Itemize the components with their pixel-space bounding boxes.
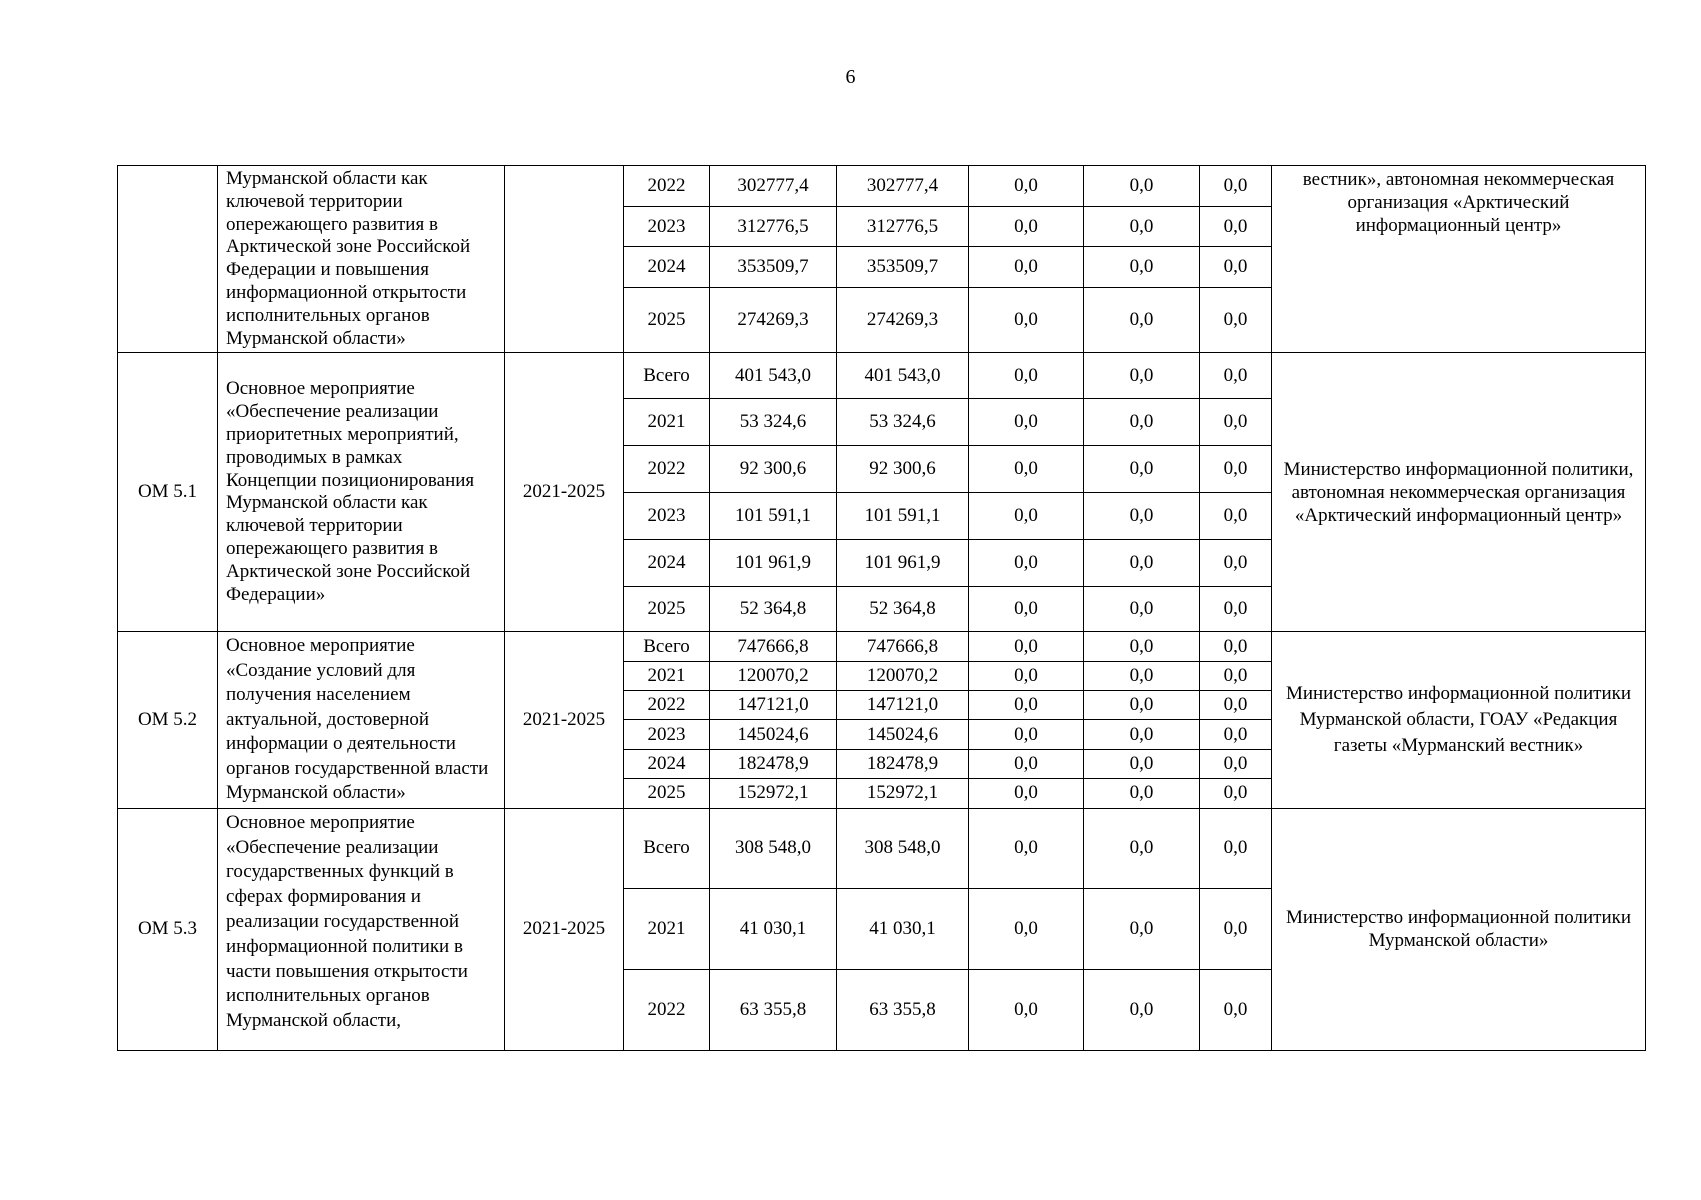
other-cell: 0,0 — [1200, 493, 1272, 540]
page-number: 6 — [845, 66, 856, 88]
federal-cell: 0,0 — [969, 969, 1084, 1050]
federal-cell: 0,0 — [969, 808, 1084, 888]
table-row — [118, 808, 1646, 888]
year-cell: Всего — [624, 632, 710, 662]
table-row — [118, 632, 1646, 662]
total-cell: 152972,1 — [710, 778, 837, 808]
measure-name: Основное мероприятие «Обеспечение реализации приоритетных мероприятий, проводимых в рамках Концепции позиционирования Мурманской области как ключевой территории опережающего развития в Арктической зоне Российской Федерации» — [218, 353, 505, 632]
local-cell: 0,0 — [1084, 399, 1200, 446]
local-cell: 0,0 — [1084, 632, 1200, 662]
year-cell: 2025 — [624, 288, 710, 353]
regional-cell: 152972,1 — [837, 778, 969, 808]
measure-name: Основное мероприятие «Обеспечение реализации государственных функций в сферах формирования и реализации государственной информационной политики в части повышения открытости исполнительных органов Мурманской области, — [218, 808, 505, 1050]
other-cell: 0,0 — [1200, 353, 1272, 399]
regional-cell: 120070,2 — [837, 662, 969, 691]
federal-cell: 0,0 — [969, 353, 1084, 399]
regional-cell: 312776,5 — [837, 206, 969, 247]
regional-cell: 308 548,0 — [837, 808, 969, 888]
total-cell: 101 591,1 — [710, 493, 837, 540]
federal-cell: 0,0 — [969, 166, 1084, 207]
measure-executor: вестник», автономная некоммерческая организация «Арктический информационный центр» — [1272, 166, 1646, 353]
total-cell: 52 364,8 — [710, 587, 837, 632]
local-cell: 0,0 — [1084, 540, 1200, 587]
federal-cell: 0,0 — [969, 632, 1084, 662]
local-cell: 0,0 — [1084, 493, 1200, 540]
total-cell: 120070,2 — [710, 662, 837, 691]
regional-cell: 302777,4 — [837, 166, 969, 207]
year-cell: 2021 — [624, 888, 710, 969]
year-cell: Всего — [624, 353, 710, 399]
other-cell: 0,0 — [1200, 247, 1272, 288]
regional-cell: 353509,7 — [837, 247, 969, 288]
total-cell: 101 961,9 — [710, 540, 837, 587]
regional-cell: 101 961,9 — [837, 540, 969, 587]
measure-executor: Министерство информационной политики Мурманской области» — [1272, 808, 1646, 1050]
total-cell: 308 548,0 — [710, 808, 837, 888]
federal-cell: 0,0 — [969, 662, 1084, 691]
other-cell: 0,0 — [1200, 969, 1272, 1050]
other-cell: 0,0 — [1200, 399, 1272, 446]
table-row — [118, 166, 1646, 207]
total-cell: 63 355,8 — [710, 969, 837, 1050]
total-cell: 92 300,6 — [710, 446, 837, 493]
federal-cell: 0,0 — [969, 540, 1084, 587]
total-cell: 41 030,1 — [710, 888, 837, 969]
year-cell: 2022 — [624, 166, 710, 207]
measure-period — [505, 166, 624, 353]
other-cell: 0,0 — [1200, 288, 1272, 353]
local-cell: 0,0 — [1084, 446, 1200, 493]
year-cell: 2025 — [624, 778, 710, 808]
measure-name: Основное мероприятие «Создание условий для получения населением актуальной, достоверной информации о деятельности органов государственной власти Мурманской области» — [218, 632, 505, 809]
year-cell: Всего — [624, 808, 710, 888]
total-cell: 302777,4 — [710, 166, 837, 207]
regional-cell: 274269,3 — [837, 288, 969, 353]
year-cell: 2023 — [624, 493, 710, 540]
total-cell: 353509,7 — [710, 247, 837, 288]
measure-code: ОМ 5.2 — [118, 632, 218, 809]
measure-period: 2021-2025 — [505, 353, 624, 632]
measure-period: 2021-2025 — [505, 632, 624, 809]
regional-cell: 52 364,8 — [837, 587, 969, 632]
measure-code: ОМ 5.3 — [118, 808, 218, 1050]
regional-cell: 401 543,0 — [837, 353, 969, 399]
other-cell: 0,0 — [1200, 778, 1272, 808]
federal-cell: 0,0 — [969, 493, 1084, 540]
federal-cell: 0,0 — [969, 399, 1084, 446]
federal-cell: 0,0 — [969, 288, 1084, 353]
measure-code: ОМ 5.1 — [118, 353, 218, 632]
other-cell: 0,0 — [1200, 587, 1272, 632]
local-cell: 0,0 — [1084, 750, 1200, 779]
measure-code — [118, 166, 218, 353]
year-cell: 2021 — [624, 662, 710, 691]
measure-name: Мурманской области как ключевой территории опережающего развития в Арктической зоне Российской Федерации и повышения информационной открытости исполнительных органов Мурманской области» — [218, 166, 505, 353]
federal-cell: 0,0 — [969, 446, 1084, 493]
other-cell: 0,0 — [1200, 808, 1272, 888]
other-cell: 0,0 — [1200, 750, 1272, 779]
year-cell: 2024 — [624, 540, 710, 587]
total-cell: 147121,0 — [710, 691, 837, 720]
measure-period: 2021-2025 — [505, 808, 624, 1050]
year-cell: 2022 — [624, 446, 710, 493]
local-cell: 0,0 — [1084, 969, 1200, 1050]
local-cell: 0,0 — [1084, 587, 1200, 632]
regional-cell: 63 355,8 — [837, 969, 969, 1050]
local-cell: 0,0 — [1084, 778, 1200, 808]
other-cell: 0,0 — [1200, 540, 1272, 587]
local-cell: 0,0 — [1084, 353, 1200, 399]
federal-cell: 0,0 — [969, 691, 1084, 720]
local-cell: 0,0 — [1084, 288, 1200, 353]
other-cell: 0,0 — [1200, 720, 1272, 750]
federal-cell: 0,0 — [969, 888, 1084, 969]
total-cell: 747666,8 — [710, 632, 837, 662]
regional-cell: 147121,0 — [837, 691, 969, 720]
regional-cell: 41 030,1 — [837, 888, 969, 969]
regional-cell: 145024,6 — [837, 720, 969, 750]
local-cell: 0,0 — [1084, 662, 1200, 691]
measure-executor: Министерство информационной политики Мурманской области, ГОАУ «Редакция газеты «Мурманский вестник» — [1272, 632, 1646, 809]
other-cell: 0,0 — [1200, 691, 1272, 720]
other-cell: 0,0 — [1200, 662, 1272, 691]
local-cell: 0,0 — [1084, 247, 1200, 288]
regional-cell: 92 300,6 — [837, 446, 969, 493]
local-cell: 0,0 — [1084, 808, 1200, 888]
other-cell: 0,0 — [1200, 446, 1272, 493]
year-cell: 2023 — [624, 206, 710, 247]
regional-cell: 101 591,1 — [837, 493, 969, 540]
total-cell: 53 324,6 — [710, 399, 837, 446]
total-cell: 182478,9 — [710, 750, 837, 779]
federal-cell: 0,0 — [969, 587, 1084, 632]
regional-cell: 182478,9 — [837, 750, 969, 779]
year-cell: 2022 — [624, 969, 710, 1050]
measure-executor: Министерство информационной политики, автономная некоммерческая организация «Арктический информационный центр» — [1272, 353, 1646, 632]
table-row — [118, 353, 1646, 399]
local-cell: 0,0 — [1084, 166, 1200, 207]
regional-cell: 53 324,6 — [837, 399, 969, 446]
regional-cell: 747666,8 — [837, 632, 969, 662]
year-cell: 2022 — [624, 691, 710, 720]
local-cell: 0,0 — [1084, 206, 1200, 247]
federal-cell: 0,0 — [969, 720, 1084, 750]
year-cell: 2025 — [624, 587, 710, 632]
budget-table — [117, 165, 1646, 1051]
year-cell: 2021 — [624, 399, 710, 446]
total-cell: 401 543,0 — [710, 353, 837, 399]
other-cell: 0,0 — [1200, 888, 1272, 969]
year-cell: 2024 — [624, 247, 710, 288]
year-cell: 2024 — [624, 750, 710, 779]
local-cell: 0,0 — [1084, 691, 1200, 720]
local-cell: 0,0 — [1084, 720, 1200, 750]
other-cell: 0,0 — [1200, 632, 1272, 662]
federal-cell: 0,0 — [969, 206, 1084, 247]
other-cell: 0,0 — [1200, 166, 1272, 207]
total-cell: 145024,6 — [710, 720, 837, 750]
total-cell: 312776,5 — [710, 206, 837, 247]
local-cell: 0,0 — [1084, 888, 1200, 969]
federal-cell: 0,0 — [969, 247, 1084, 288]
federal-cell: 0,0 — [969, 778, 1084, 808]
total-cell: 274269,3 — [710, 288, 837, 353]
year-cell: 2023 — [624, 720, 710, 750]
other-cell: 0,0 — [1200, 206, 1272, 247]
federal-cell: 0,0 — [969, 750, 1084, 779]
